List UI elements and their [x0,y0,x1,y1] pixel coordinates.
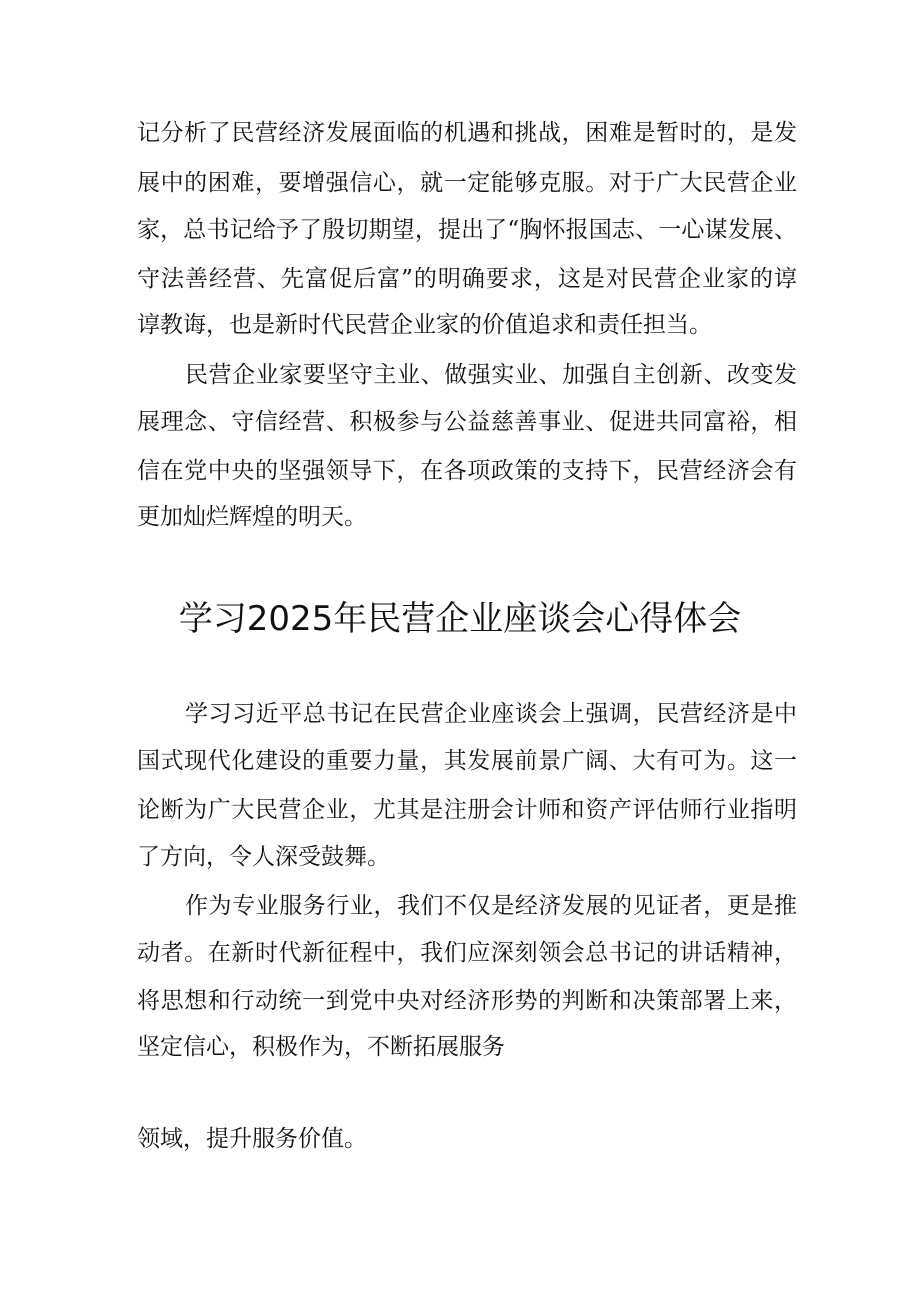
text-line: 了方向，令人深受鼓舞。 [137,844,390,870]
text-line: 家，总书记给予了殷切期望，提出了“胸怀报国志、一心谋发展、 [137,217,797,243]
text-line: 坚定信心，积极作为，不断拓展服务 [137,1034,505,1060]
text-line: 展理念、守信经营、积极参与公益慈善事业、促进共同富裕，相 [137,409,797,435]
paragraph-first-line: 民营企业家要坚守主业、做强实业、加强自主创新、改变发 [185,362,797,388]
paragraph-first-line: 学习习近平总书记在民营企业座谈会上强调，民营经济是中 [185,701,797,727]
text-line: 将思想和行动统一到党中央对经济形势的判断和决策部署上来， [137,988,797,1014]
text-line: 国式现代化建设的重要力量，其发展前景广阔、大有可为。这一 [137,748,797,774]
text-line: 守法善经营、先富促后富”的明确要求，这是对民营企业家的谆 [137,266,797,292]
page-title: 学习2025年民营企业座谈会心得体会 [178,599,742,639]
text-line: 记分析了民营经济发展面临的机遇和挑战，困难是暂时的，是发 [137,120,797,146]
text-line: 更加灿烂辉煌的明天。 [137,504,367,530]
text-line: 展中的困难，要增强信心，就一定能够克服。对于广大民营企业 [137,170,797,196]
paragraph-first-line: 作为专业服务行业，我们不仅是经济发展的见证者，更是推 [185,893,797,919]
text-line: 信在党中央的坚强领导下，在各项政策的支持下，民营经济会有 [137,458,797,484]
text-line: 领域，提升服务价值。 [137,1126,367,1152]
text-line: 动者。在新时代新征程中，我们应深刻领会总书记的讲话精神， [137,940,797,966]
text-line: 论断为广大民营企业，尤其是注册会计师和资产评估师行业指明 [137,797,797,823]
text-line: 谆教诲，也是新时代民营企业家的价值追求和责任担当。 [137,312,712,338]
